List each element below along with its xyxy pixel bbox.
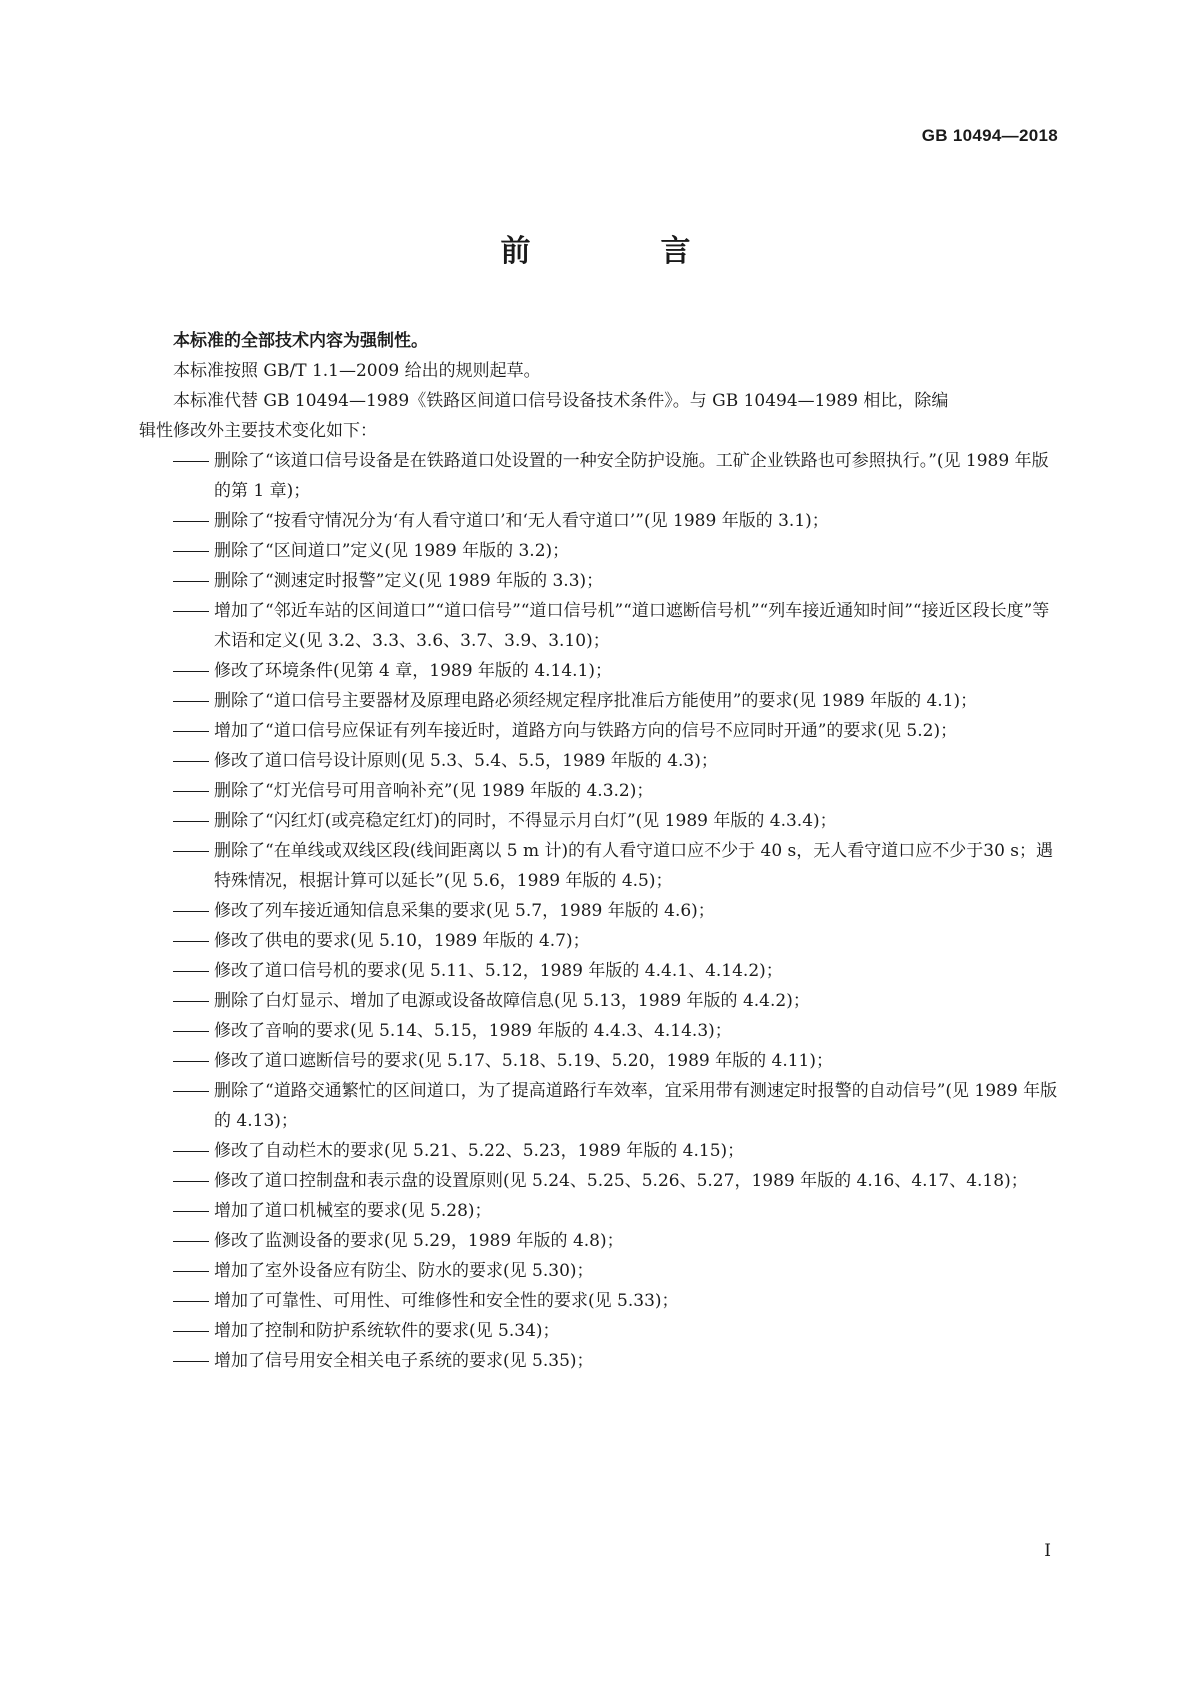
standard-code: GB 10494—2018 xyxy=(921,126,1058,145)
list-item: 删除了“道路交通繁忙的区间道口，为了提高道路行车效率，宜采用带有测速定时报警的自动信号”(见 1989 年版的 4.13)； xyxy=(214,1081,1058,1131)
list-item: 增加了信号用安全相关电子系统的要求(见 5.35)； xyxy=(214,1351,594,1371)
page-number: I xyxy=(1044,1541,1051,1561)
replacement-statement-line1: 本标准代替 GB 10494—1989《铁路区间道口信号设备技术条件》。与 GB 10494—1989 相比，除编 xyxy=(173,391,949,411)
list-item: 删除了“测速定时报警”定义(见 1989 年版的 3.3)； xyxy=(214,571,604,591)
page-title: 前 言 xyxy=(500,234,741,269)
list-item: 修改了道口信号机的要求(见 5.11、5.12，1989 年版的 4.4.1、4.14.2)； xyxy=(214,961,783,981)
list-item: 修改了音响的要求(见 5.14、5.15，1989 年版的 4.4.3、4.14.3)； xyxy=(214,1021,732,1041)
list-item: 修改了道口遮断信号的要求(见 5.17、5.18、5.19、5.20，1989 年版的 4.11)； xyxy=(214,1051,833,1071)
list-item: 增加了道口机械室的要求(见 5.28)； xyxy=(214,1201,492,1221)
list-item: 增加了可靠性、可用性、可维修性和安全性的要求(见 5.33)； xyxy=(214,1291,679,1311)
list-item: 删除了“灯光信号可用音响补充”(见 1989 年版的 4.3.2)； xyxy=(214,781,654,801)
list-item: 增加了室外设备应有防尘、防水的要求(见 5.30)； xyxy=(214,1261,594,1281)
list-item: 修改了道口信号设计原则(见 5.3、5.4、5.5，1989 年版的 4.3)； xyxy=(214,751,718,771)
list-item: 修改了道口控制盘和表示盘的设置原则(见 5.24、5.25、5.26、5.27，1989 年版的 4.16、4.17、4.18)； xyxy=(214,1171,1028,1191)
drafting-rule-statement: 本标准按照 GB/T 1.1—2009 给出的规则起草。 xyxy=(173,361,541,381)
list-item: 修改了供电的要求(见 5.10，1989 年版的 4.7)； xyxy=(214,931,590,951)
replacement-statement xyxy=(173,386,1059,416)
list-item: 删除了“区间道口”定义(见 1989 年版的 3.2)； xyxy=(214,541,570,561)
list-item: 删除了“道口信号主要器材及原理电路必须经规定程序批准后方能使用”的要求(见 1989 年版的 4.1)； xyxy=(214,691,978,711)
list-item: 增加了“道口信号应保证有列车接近时，道路方向与铁路方向的信号不应同时开通”的要求(见 5.2)； xyxy=(214,721,958,741)
list-item: 修改了环境条件(见第 4 章，1989 年版的 4.14.1)； xyxy=(214,661,613,681)
list-item: 删除了“闪红灯(或亮稳定红灯)的同时，不得显示月白灯”(见 1989 年版的 4.3.4)； xyxy=(214,811,837,831)
list-item: 修改了列车接近通知信息采集的要求(见 5.7，1989 年版的 4.6)； xyxy=(214,901,715,921)
document-body xyxy=(139,326,1059,1376)
list-item: 删除了“该道口信号设备是在铁路道口处设置的一种安全防护设施。工矿企业铁路也可参照执行。”(见 1989 年版的第 1 章)； xyxy=(214,451,1049,501)
changes-list xyxy=(173,446,1059,1376)
list-item: 删除了“按看守情况分为‘有人看守道口’和‘无人看守道口’”(见 1989 年版的 3.1)； xyxy=(214,511,829,531)
list-item: 删除了“在单线或双线区段(线间距离以 5 m 计)的有人看守道口应不少于 40 s，无人看守道口应不少于30 s；遇特殊情况，根据计算可以延长”(见 5.6，1989 年版的 4.5)； xyxy=(214,841,1054,891)
list-item: 修改了自动栏木的要求(见 5.21、5.22、5.23，1989 年版的 4.15)； xyxy=(214,1141,745,1161)
mandatory-statement: 本标准的全部技术内容为强制性。 xyxy=(173,331,428,351)
list-item: 增加了“邻近车站的区间道口”“道口信号”“道口信号机”“道口遮断信号机”“列车接近通知时间”“接近区段长度”等术语和定义(见 3.2、3.3、3.6、3.7、3.9、3.10)； xyxy=(214,601,1050,651)
list-item: 增加了控制和防护系统软件的要求(见 5.34)； xyxy=(214,1321,560,1341)
list-item: 修改了监测设备的要求(见 5.29，1989 年版的 4.8)； xyxy=(214,1231,624,1251)
replacement-statement-line2: 辑性修改外主要技术变化如下： xyxy=(139,421,377,441)
list-item: 删除了白灯显示、增加了电源或设备故障信息(见 5.13，1989 年版的 4.4.2)； xyxy=(214,991,810,1011)
